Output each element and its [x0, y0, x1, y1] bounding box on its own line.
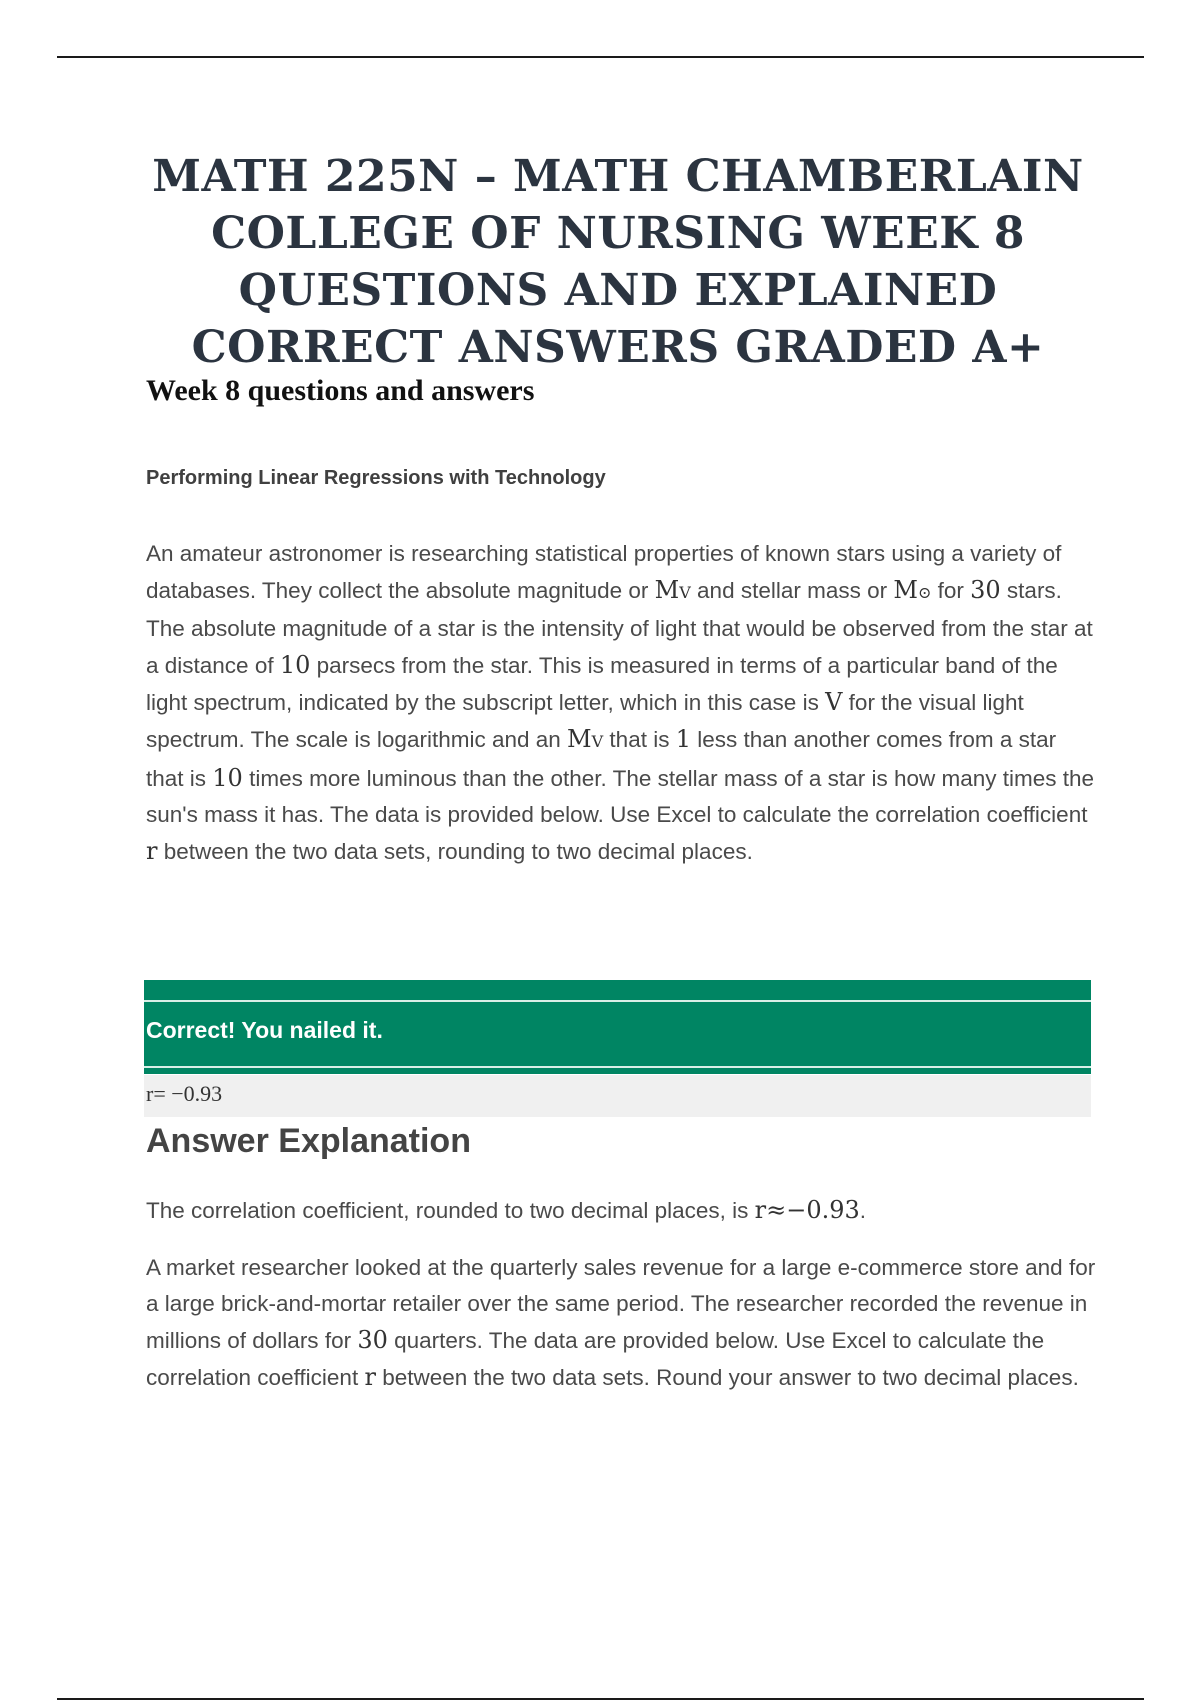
math-mv: MV: [567, 725, 604, 753]
math-number: 10: [212, 764, 243, 792]
answer-explanation-heading: Answer Explanation: [146, 1122, 471, 1160]
document-subtitle: Week 8 questions and answers: [146, 374, 535, 407]
banner-divider: [144, 1066, 1091, 1068]
document-title: MATH 225N – MATH CHAMBERLAIN COLLEGE OF NURSING WEEK 8 QUESTIONS AND EXPLAINED CORRECT ANSWERS GRADED A+: [152, 151, 1084, 373]
banner-message: Correct! You nailed it.: [146, 1017, 383, 1043]
math-msun: M⊙: [893, 576, 932, 604]
answer-box: [144, 1075, 1091, 1117]
section-heading: Performing Linear Regressions with Technology: [146, 467, 606, 489]
math-r: r: [364, 1363, 376, 1391]
math-number: 10: [279, 651, 311, 679]
math-number: 1: [675, 725, 691, 753]
math-number: 30: [357, 1326, 388, 1354]
correct-answer-banner: [144, 980, 1091, 1074]
math-v: V: [825, 688, 843, 716]
question-2-text: A market researcher looked at the quarterly sales revenue for a large e-commerce store and for a large brick-and-mortar retailer over the same period. The researcher recorded the revenue in millions of dollars for 30 quarters. The data are provided below. Use Excel to calculate the correlation coefficient r between the two data sets. Round your answer to two decimal places.: [146, 1255, 1096, 1391]
question-1-text: An amateur astronomer is researching statistical properties of known stars using a variety of databases. They collect the absolute magnitude or MV and stellar mass or M⊙ for 30 stars. The absolute magnitude of a star is the intensity of light that would be observed from the star at a distance of 10 parsecs from the star. This is measured in terms of a particular band of the light spectrum, indicated by the subscript letter, which in this case is V for the visual light spectrum. The scale is logarithmic and an MV that is 1 less than another comes from a star that is 10 times more luminous than the other. The stellar mass of a star is how many times the sun's mass it has. The data is provided below. Use Excel to calculate the correlation coefficient r between the two data sets, rounding to two decimal places.: [146, 541, 1095, 865]
math-result: r≈−0.93: [754, 1196, 860, 1224]
top-rule: [57, 56, 1144, 58]
answer-value: r= −0.93: [146, 1081, 223, 1106]
math-number: 30: [970, 576, 1001, 604]
math-r: r: [146, 837, 158, 865]
banner-divider: [144, 1000, 1091, 1002]
answer-explanation-text: The correlation coefficient, rounded to two decimal places, is r≈−0.93.: [146, 1196, 867, 1224]
math-mv: MV: [654, 576, 691, 604]
